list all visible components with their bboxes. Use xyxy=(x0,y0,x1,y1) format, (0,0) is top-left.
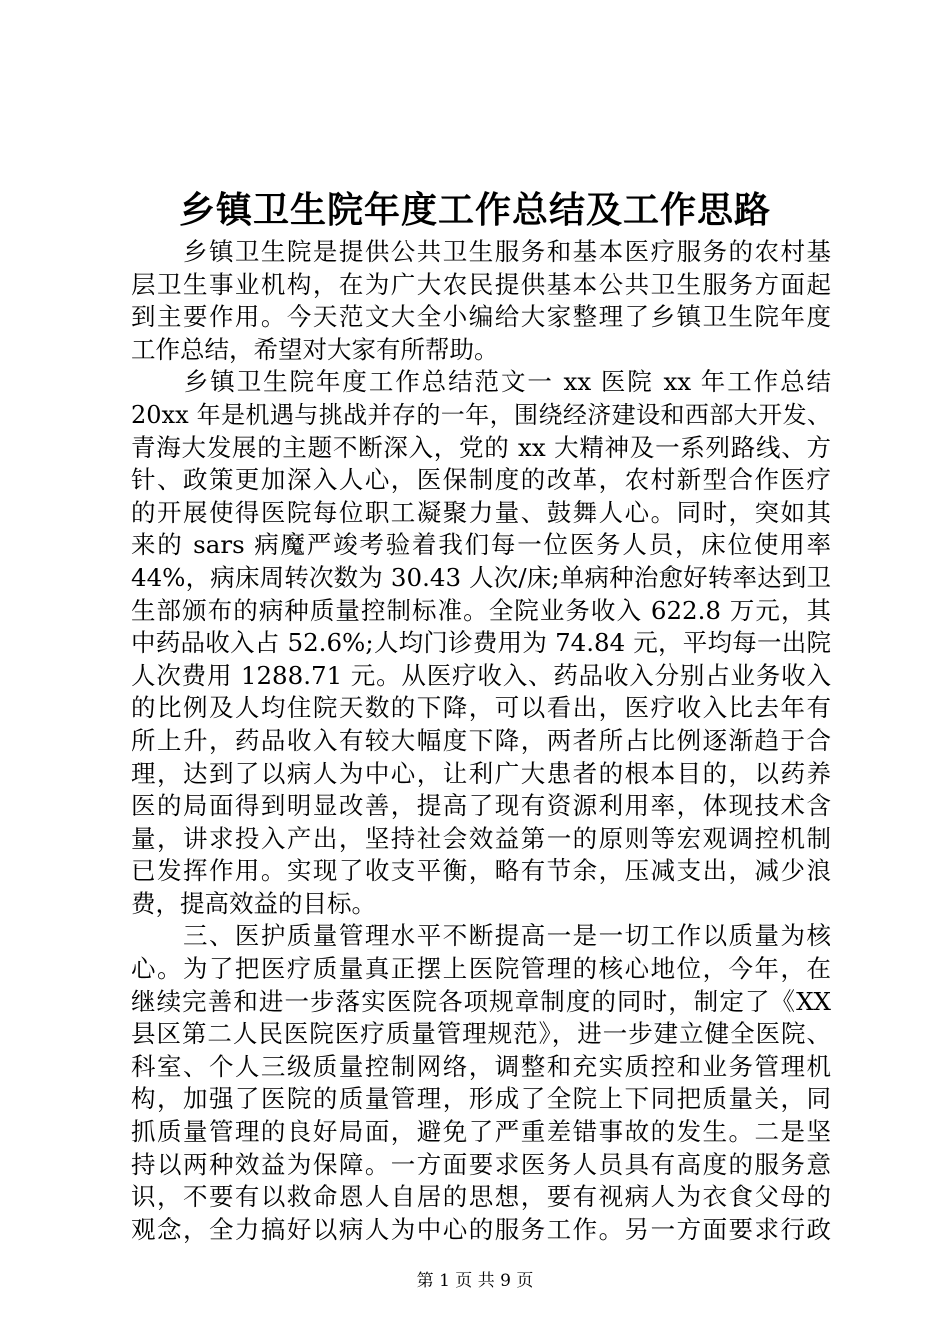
body-line: 观念，全力搞好以病人为中心的服务工作。另一方面要求行政 xyxy=(131,1214,831,1244)
body-line: 量，讲求投入产出，坚持社会效益第一的原则等宏观调控机制 xyxy=(131,823,831,853)
body-line: 继续完善和进一步落实医院各项规章制度的同时，制定了《XX xyxy=(131,986,831,1016)
body-line: 层卫生事业机构，在为广大农民提供基本公共卫生服务方面起 xyxy=(131,269,831,299)
body-line: 的比例及人均住院天数的下降，可以看出，医疗收入比去年有 xyxy=(131,693,831,723)
body-line: 三、医护质量管理水平不断提高一是一切工作以质量为核 xyxy=(131,921,831,951)
body-line: 到主要作用。今天范文大全小编给大家整理了乡镇卫生院年度 xyxy=(131,302,831,332)
body-line: 已发挥作用。实现了收支平衡，略有节余，压减支出，减少浪 xyxy=(131,856,831,886)
body-line: 工作总结，希望对大家有所帮助。 xyxy=(131,334,499,364)
body-line: 医的局面得到明显改善，提高了现有资源利用率，体现技术含 xyxy=(131,791,831,821)
body-line: 构，加强了医院的质量管理，形成了全院上下同把质量关，同 xyxy=(131,1084,831,1114)
page-footer: 第 1 页 共 9 页 xyxy=(416,1271,534,1291)
body-line: 理，达到了以病人为中心，让利广大患者的根本目的，以药养 xyxy=(131,758,831,788)
body-line: 所上升，药品收入有较大幅度下降，两者所占比例逐渐趋于合 xyxy=(131,725,831,755)
body-line: 针、政策更加深入人心，医保制度的改革，农村新型合作医疗 xyxy=(131,465,831,495)
body-line: 抓质量管理的良好局面，避免了严重差错事故的发生。二是坚 xyxy=(131,1117,831,1147)
body-line: 心。为了把医疗质量真正摆上医院管理的核心地位，今年，在 xyxy=(131,954,831,984)
body-line: 乡镇卫生院是提供公共卫生服务和基本医疗服务的农村基 xyxy=(131,237,831,266)
body-line: 来的 sars 病魔严竣考验着我们每一位医务人员，床位使用率 xyxy=(131,530,831,560)
body-line: 科室、个人三级质量控制网络，调整和充实质控和业务管理机 xyxy=(131,1051,831,1081)
body-line: 中药品收入占 52.6%;人均门诊费用为 74.84 元，平均每一出院 xyxy=(131,628,831,658)
body-line: 生部颁布的病种质量控制标准。全院业务收入 622.8 万元，其 xyxy=(131,595,831,625)
body-line: 费，提高效益的目标。 xyxy=(131,888,376,918)
body-line: 44%，病床周转次数为 30.43 人次/床;单病种治愈好转率达到卫 xyxy=(131,562,831,592)
body-line: 县区第二人民医院医疗质量管理规范》，进一步建立健全医院、 xyxy=(131,1019,831,1049)
body-line: 20xx 年是机遇与挑战并存的一年，围绕经济建设和西部大开发、 xyxy=(131,400,831,429)
document-title: 乡镇卫生院年度工作总结及工作思路 xyxy=(178,189,771,231)
body-line: 的开展使得医院每位职工凝聚力量、鼓舞人心。同时，突如其 xyxy=(131,497,831,527)
body-line: 乡镇卫生院年度工作总结范文一 xx 医院 xx 年工作总结 xyxy=(131,367,831,397)
document-body xyxy=(131,236,831,1246)
body-line: 青海大发展的主题不断深入，党的 xx 大精神及一系列路线、方 xyxy=(131,432,831,462)
body-line: 人次费用 1288.71 元。从医疗收入、药品收入分别占业务收入 xyxy=(131,660,831,690)
body-line: 识，不要有以救命恩人自居的思想，要有视病人为衣食父母的 xyxy=(131,1182,831,1212)
body-line: 持以两种效益为保障。一方面要求医务人员具有高度的服务意 xyxy=(131,1149,831,1179)
